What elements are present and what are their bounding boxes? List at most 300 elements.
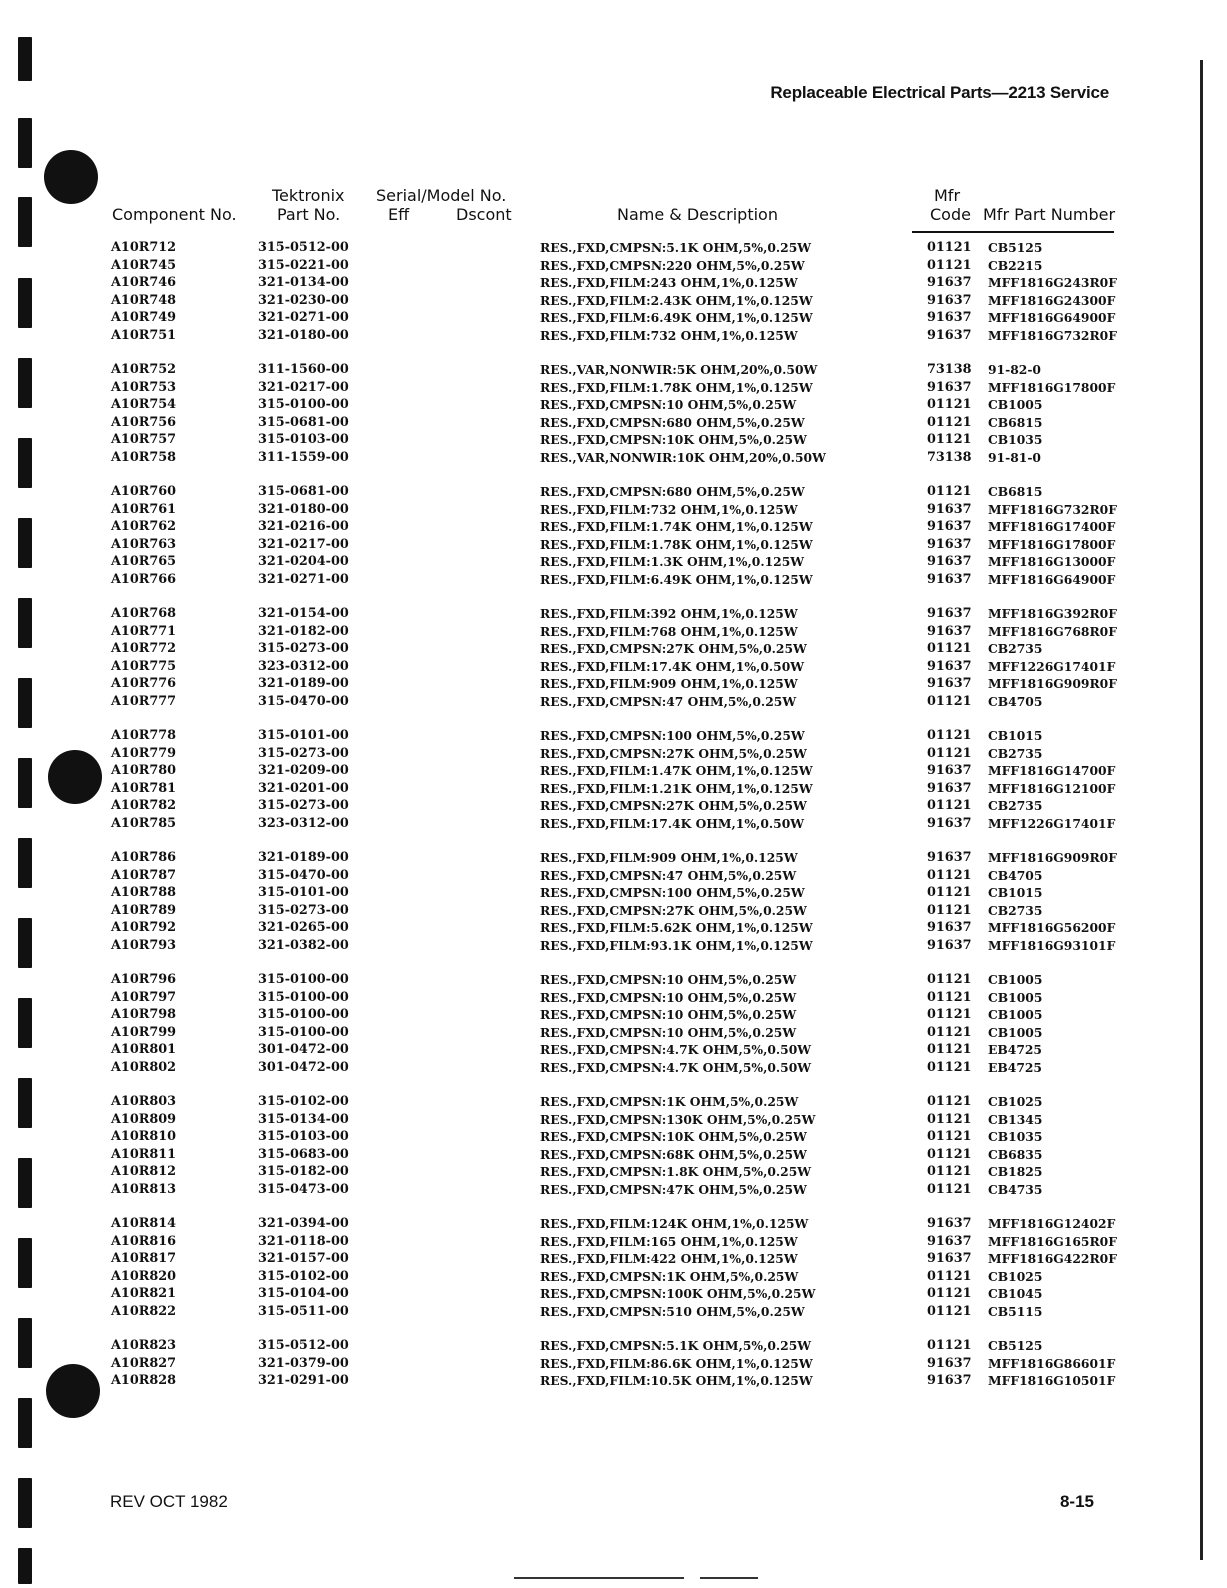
name-description: RES.,FXD,CMPSN:10 OHM,5%,0.25W — [540, 1024, 797, 1040]
mfr-part-number: MFF1816G17800F — [988, 536, 1116, 552]
table-row — [0, 868, 1227, 886]
component-no: A10R762 — [111, 519, 177, 534]
name-description: RES.,FXD,CMPSN:27K OHM,5%,0.25W — [540, 641, 807, 656]
table-row — [0, 484, 1227, 502]
mfr-code: 01121 — [927, 1286, 972, 1301]
mfr-part-number: CB1005 — [988, 1007, 1043, 1022]
component-no: A10R785 — [111, 815, 177, 831]
component-no: A10R752 — [111, 362, 177, 377]
mfr-part-number: CB1025 — [988, 1094, 1043, 1109]
mfr-part-number: CB1825 — [988, 1164, 1043, 1179]
header-component-no: Component No. — [112, 205, 237, 224]
mfr-part-number: MFF1816G768R0F — [988, 623, 1117, 639]
table-row — [0, 885, 1227, 903]
mfr-code: 91637 — [927, 676, 972, 691]
tektronix-part-no: 321-0217-00 — [258, 536, 349, 552]
tektronix-part-no: 321-0180-00 — [258, 501, 349, 517]
table-row — [0, 1304, 1227, 1322]
component-no: A10R798 — [111, 1007, 177, 1022]
name-description: RES.,VAR,NONWIR:10K OHM,20%,0.50W — [540, 449, 826, 465]
tektronix-part-no: 321-0382-00 — [258, 937, 349, 953]
name-description: RES.,FXD,CMPSN:100 OHM,5%,0.25W — [540, 885, 805, 900]
mfr-code: 01121 — [927, 1181, 972, 1197]
mfr-code: 91637 — [927, 658, 972, 674]
tektronix-part-no: 321-0118-00 — [258, 1233, 349, 1249]
part-group — [0, 484, 1227, 589]
header-dscont: Dscont — [456, 205, 512, 224]
mfr-part-number: EB4725 — [988, 1042, 1042, 1057]
table-row — [0, 502, 1227, 520]
mfr-part-number: CB2215 — [988, 257, 1043, 273]
component-no: A10R786 — [111, 850, 177, 865]
mfr-code: 01121 — [927, 693, 972, 709]
tektronix-part-no: 321-0154-00 — [258, 606, 349, 621]
part-group — [0, 362, 1227, 467]
component-no: A10R821 — [111, 1286, 177, 1301]
mfr-code: 01121 — [927, 484, 972, 499]
component-no: A10R803 — [111, 1094, 177, 1109]
mfr-code: 91637 — [927, 310, 972, 325]
name-description: RES.,FXD,FILM:1.47K OHM,1%,0.125W — [540, 763, 813, 778]
name-description: RES.,FXD,CMPSN:220 OHM,5%,0.25W — [540, 257, 805, 273]
component-no: A10R712 — [111, 240, 177, 255]
table-row — [0, 781, 1227, 799]
mfr-part-number: CB1005 — [988, 1024, 1043, 1040]
tektronix-part-no: 321-0209-00 — [258, 763, 349, 778]
tektronix-part-no: 301-0472-00 — [258, 1042, 349, 1057]
name-description: RES.,FXD,FILM:17.4K OHM,1%,0.50W — [540, 815, 805, 831]
tektronix-part-no: 321-0394-00 — [258, 1216, 349, 1231]
binder-mark — [18, 1548, 32, 1584]
mfr-part-number: MFF1816G64900F — [988, 310, 1116, 325]
binder-mark — [18, 118, 32, 168]
table-row — [0, 659, 1227, 677]
mfr-part-number: MFF1816G243R0F — [988, 275, 1117, 290]
mfr-code: 01121 — [927, 1007, 972, 1022]
component-no: A10R779 — [111, 745, 177, 761]
header-tektronix: Tektronix — [272, 186, 345, 205]
name-description: RES.,FXD,CMPSN:4.7K OHM,5%,0.50W — [540, 1059, 812, 1075]
table-row — [0, 310, 1227, 328]
name-description: RES.,FXD,CMPSN:680 OHM,5%,0.25W — [540, 414, 805, 430]
mfr-code: 01121 — [927, 1024, 972, 1040]
table-row — [0, 519, 1227, 537]
name-description: RES.,FXD,CMPSN:47 OHM,5%,0.25W — [540, 867, 797, 883]
mfr-part-number: CB1035 — [988, 432, 1043, 447]
scan-bottom-line — [514, 1577, 684, 1579]
table-row — [0, 1338, 1227, 1356]
name-description: RES.,FXD,FILM:1.3K OHM,1%,0.125W — [540, 554, 805, 569]
mfr-part-number: MFF1816G86601F — [988, 1355, 1116, 1371]
table-row — [0, 1251, 1227, 1269]
name-description: RES.,FXD,FILM:2.43K OHM,1%,0.125W — [540, 292, 813, 308]
tektronix-part-no: 315-0100-00 — [258, 972, 349, 987]
mfr-code: 01121 — [927, 798, 972, 813]
tektronix-part-no: 311-1559-00 — [258, 449, 349, 465]
running-title: Replaceable Electrical Parts—2213 Service — [770, 83, 1109, 102]
mfr-code: 01121 — [927, 1111, 972, 1127]
name-description: RES.,FXD,CMPSN:1K OHM,5%,0.25W — [540, 1094, 799, 1109]
name-description: RES.,FXD,FILM:5.62K OHM,1%,0.125W — [540, 920, 813, 935]
mfr-code: 01121 — [927, 1268, 972, 1284]
tektronix-part-no: 315-0100-00 — [258, 1024, 349, 1040]
tektronix-part-no: 321-0379-00 — [258, 1355, 349, 1371]
tektronix-part-no: 315-0221-00 — [258, 257, 349, 273]
mfr-code: 91637 — [927, 327, 972, 343]
component-no: A10R781 — [111, 780, 177, 796]
mfr-code: 01121 — [927, 432, 972, 447]
component-no: A10R792 — [111, 920, 177, 935]
mfr-code: 01121 — [927, 641, 972, 656]
name-description: RES.,FXD,CMPSN:27K OHM,5%,0.25W — [540, 798, 807, 813]
mfr-part-number: MFF1816G17800F — [988, 379, 1116, 395]
table-row — [0, 258, 1227, 276]
binder-mark — [18, 1478, 32, 1528]
tektronix-part-no: 321-0265-00 — [258, 920, 349, 935]
mfr-part-number: MFF1816G13000F — [988, 554, 1116, 569]
tektronix-part-no: 315-0470-00 — [258, 693, 349, 709]
table-row — [0, 763, 1227, 781]
tektronix-part-no: 321-0201-00 — [258, 780, 349, 796]
mfr-code: 91637 — [927, 1355, 972, 1371]
component-no: A10R793 — [111, 937, 177, 953]
mfr-code: 91637 — [927, 1373, 972, 1388]
mfr-part-number: MFF1816G732R0F — [988, 327, 1117, 343]
mfr-part-number: CB2735 — [988, 745, 1043, 761]
mfr-code: 01121 — [927, 1164, 972, 1179]
mfr-code: 01121 — [927, 885, 972, 900]
mfr-part-number: CB1005 — [988, 972, 1043, 987]
tektronix-part-no: 321-0204-00 — [258, 554, 349, 569]
name-description: RES.,FXD,CMPSN:68K OHM,5%,0.25W — [540, 1146, 807, 1162]
mfr-code: 01121 — [927, 902, 972, 918]
mfr-code: 91637 — [927, 275, 972, 290]
part-group — [0, 606, 1227, 711]
mfr-code: 01121 — [927, 745, 972, 761]
name-description: RES.,FXD,FILM:392 OHM,1%,0.125W — [540, 606, 798, 621]
tektronix-part-no: 321-0217-00 — [258, 379, 349, 395]
name-description: RES.,FXD,FILM:243 OHM,1%,0.125W — [540, 275, 798, 290]
table-row — [0, 816, 1227, 834]
name-description: RES.,FXD,CMPSN:10 OHM,5%,0.25W — [540, 397, 797, 412]
mfr-part-number: MFF1816G56200F — [988, 920, 1116, 935]
name-description: RES.,FXD,CMPSN:1K OHM,5%,0.25W — [540, 1268, 799, 1284]
mfr-code: 91637 — [927, 554, 972, 569]
table-row — [0, 606, 1227, 624]
name-description: RES.,FXD,CMPSN:510 OHM,5%,0.25W — [540, 1303, 805, 1319]
table-row — [0, 1042, 1227, 1060]
tektronix-part-no: 315-0101-00 — [258, 728, 349, 743]
component-no: A10R765 — [111, 554, 177, 569]
mfr-part-number: CB1345 — [988, 1111, 1043, 1127]
tektronix-part-no: 321-0134-00 — [258, 275, 349, 290]
component-no: A10R745 — [111, 257, 177, 273]
name-description: RES.,FXD,FILM:909 OHM,1%,0.125W — [540, 676, 798, 691]
mfr-part-number: CB1035 — [988, 1129, 1043, 1144]
part-group — [0, 728, 1227, 833]
header-serial-model-no: Serial/Model No. — [376, 186, 507, 205]
mfr-code: 01121 — [927, 414, 972, 430]
tektronix-part-no: 315-0511-00 — [258, 1303, 349, 1319]
table-row — [0, 972, 1227, 990]
mfr-part-number: MFF1816G17400F — [988, 519, 1116, 534]
mfr-part-number: CB2735 — [988, 641, 1043, 656]
table-row — [0, 1007, 1227, 1025]
name-description: RES.,FXD,FILM:732 OHM,1%,0.125W — [540, 327, 798, 343]
header-mfr: Mfr — [934, 186, 961, 205]
tektronix-part-no: 315-0512-00 — [258, 1338, 349, 1353]
mfr-part-number: CB1015 — [988, 728, 1043, 743]
mfr-part-number: CB6815 — [988, 484, 1043, 499]
table-row — [0, 572, 1227, 590]
mfr-code: 91637 — [927, 1216, 972, 1231]
name-description: RES.,FXD,CMPSN:10 OHM,5%,0.25W — [540, 1007, 797, 1022]
name-description: RES.,FXD,CMPSN:27K OHM,5%,0.25W — [540, 745, 807, 761]
part-group — [0, 1216, 1227, 1321]
part-group — [0, 1338, 1227, 1391]
component-no: A10R789 — [111, 902, 177, 918]
mfr-code: 01121 — [927, 1338, 972, 1353]
tektronix-part-no: 321-0271-00 — [258, 310, 349, 325]
name-description: RES.,FXD,FILM:732 OHM,1%,0.125W — [540, 501, 798, 517]
tektronix-part-no: 315-0473-00 — [258, 1181, 349, 1197]
table-row — [0, 1025, 1227, 1043]
table-row — [0, 676, 1227, 694]
name-description: RES.,FXD,FILM:124K OHM,1%,0.125W — [540, 1216, 809, 1231]
table-row — [0, 275, 1227, 293]
mfr-part-number: MFF1816G12402F — [988, 1216, 1116, 1231]
table-row — [0, 1164, 1227, 1182]
component-no: A10R761 — [111, 501, 177, 517]
mfr-part-number: 91-81-0 — [988, 449, 1041, 465]
mfr-code: 01121 — [927, 257, 972, 273]
mfr-part-number: MFF1226G17401F — [988, 815, 1116, 831]
name-description: RES.,FXD,FILM:909 OHM,1%,0.125W — [540, 850, 798, 865]
component-no: A10R756 — [111, 414, 177, 430]
table-row — [0, 415, 1227, 433]
part-group — [0, 972, 1227, 1077]
component-no: A10R827 — [111, 1355, 177, 1371]
table-row — [0, 641, 1227, 659]
component-no: A10R772 — [111, 641, 177, 656]
tektronix-part-no: 315-0273-00 — [258, 745, 349, 761]
mfr-part-number: MFF1816G10501F — [988, 1373, 1116, 1388]
name-description: RES.,FXD,CMPSN:10K OHM,5%,0.25W — [540, 432, 807, 447]
name-description: RES.,FXD,CMPSN:1.8K OHM,5%,0.25W — [540, 1164, 812, 1179]
name-description: RES.,FXD,CMPSN:10 OHM,5%,0.25W — [540, 972, 797, 987]
name-description: RES.,FXD,CMPSN:27K OHM,5%,0.25W — [540, 902, 807, 918]
component-no: A10R760 — [111, 484, 177, 499]
mfr-code: 01121 — [927, 1146, 972, 1162]
header-part-no: Part No. — [277, 205, 341, 224]
mfr-code: 91637 — [927, 1233, 972, 1249]
mfr-part-number: EB4725 — [988, 1059, 1042, 1075]
mfr-code: 91637 — [927, 519, 972, 534]
name-description: RES.,FXD,CMPSN:100K OHM,5%,0.25W — [540, 1286, 816, 1301]
table-row — [0, 1060, 1227, 1078]
header-mfr-part-number: Mfr Part Number — [983, 205, 1116, 224]
tektronix-part-no: 315-0273-00 — [258, 641, 349, 656]
component-no: A10R766 — [111, 571, 177, 587]
component-no: A10R814 — [111, 1216, 177, 1231]
name-description: RES.,FXD,CMPSN:47K OHM,5%,0.25W — [540, 1181, 807, 1197]
table-row — [0, 1373, 1227, 1391]
mfr-code: 73138 — [927, 362, 972, 377]
tektronix-part-no: 321-0216-00 — [258, 519, 349, 534]
mfr-part-number: CB4705 — [988, 867, 1043, 883]
table-row — [0, 293, 1227, 311]
mfr-code: 01121 — [927, 397, 972, 412]
component-no: A10R811 — [111, 1146, 177, 1162]
tektronix-part-no: 323-0312-00 — [258, 815, 349, 831]
mfr-part-number: MFF1816G24300F — [988, 292, 1116, 308]
mfr-part-number: CB4735 — [988, 1181, 1043, 1197]
table-row — [0, 1269, 1227, 1287]
tektronix-part-no: 315-0681-00 — [258, 484, 349, 499]
tektronix-part-no: 315-0273-00 — [258, 902, 349, 918]
table-row — [0, 432, 1227, 450]
mfr-code: 01121 — [927, 867, 972, 883]
table-row — [0, 746, 1227, 764]
component-no: A10R768 — [111, 606, 177, 621]
mfr-code: 91637 — [927, 1251, 972, 1266]
component-no: A10R812 — [111, 1164, 177, 1179]
mfr-part-number: MFF1816G14700F — [988, 763, 1116, 778]
name-description: RES.,FXD,CMPSN:4.7K OHM,5%,0.50W — [540, 1042, 812, 1057]
tektronix-part-no: 315-0134-00 — [258, 1111, 349, 1127]
tektronix-part-no: 315-0104-00 — [258, 1286, 349, 1301]
tektronix-part-no: 315-0103-00 — [258, 1129, 349, 1144]
tektronix-part-no: 301-0472-00 — [258, 1059, 349, 1075]
mfr-code: 91637 — [927, 920, 972, 935]
revision-date: REV OCT 1982 — [110, 1492, 228, 1511]
table-row — [0, 624, 1227, 642]
component-no: A10R754 — [111, 397, 177, 412]
mfr-part-number: MFF1226G17401F — [988, 658, 1116, 674]
tektronix-part-no: 315-0100-00 — [258, 989, 349, 1005]
mfr-code: 01121 — [927, 728, 972, 743]
mfr-part-number: MFF1816G165R0F — [988, 1233, 1117, 1249]
tektronix-part-no: 315-0103-00 — [258, 432, 349, 447]
tektronix-part-no: 315-0681-00 — [258, 414, 349, 430]
table-row — [0, 798, 1227, 816]
mfr-part-number: CB1025 — [988, 1268, 1043, 1284]
mfr-code: 01121 — [927, 1129, 972, 1144]
component-no: A10R813 — [111, 1181, 177, 1197]
table-row — [0, 728, 1227, 746]
tektronix-part-no: 315-0273-00 — [258, 798, 349, 813]
tektronix-part-no: 315-0100-00 — [258, 1007, 349, 1022]
table-row — [0, 450, 1227, 468]
scan-bottom-line — [700, 1577, 758, 1579]
mfr-part-number: CB4705 — [988, 693, 1043, 709]
table-row — [0, 362, 1227, 380]
mfr-part-number: CB6815 — [988, 414, 1043, 430]
name-description: RES.,FXD,FILM:1.78K OHM,1%,0.125W — [540, 536, 813, 552]
component-no: A10R780 — [111, 763, 177, 778]
name-description: RES.,FXD,FILM:86.6K OHM,1%,0.125W — [540, 1355, 813, 1371]
mfr-part-number: MFF1816G12100F — [988, 780, 1116, 796]
name-description: RES.,FXD,CMPSN:100 OHM,5%,0.25W — [540, 728, 805, 743]
component-no: A10R748 — [111, 292, 177, 308]
component-no: A10R817 — [111, 1251, 177, 1266]
name-description: RES.,FXD,CMPSN:5.1K OHM,5%,0.25W — [540, 240, 812, 255]
component-no: A10R799 — [111, 1024, 177, 1040]
component-no: A10R820 — [111, 1268, 177, 1284]
name-description: RES.,FXD,CMPSN:10 OHM,5%,0.25W — [540, 989, 797, 1005]
table-row — [0, 240, 1227, 258]
component-no: A10R823 — [111, 1338, 177, 1353]
tektronix-part-no: 315-0683-00 — [258, 1146, 349, 1162]
table-row — [0, 990, 1227, 1008]
table-row — [0, 920, 1227, 938]
binder-mark — [18, 37, 32, 81]
mfr-code: 01121 — [927, 1094, 972, 1109]
name-description: RES.,FXD,FILM:422 OHM,1%,0.125W — [540, 1251, 798, 1266]
mfr-code: 01121 — [927, 989, 972, 1005]
component-no: A10R801 — [111, 1042, 177, 1057]
component-no: A10R749 — [111, 310, 177, 325]
mfr-part-number: MFF1816G732R0F — [988, 501, 1117, 517]
mfr-part-number: CB2735 — [988, 902, 1043, 918]
component-no: A10R763 — [111, 536, 177, 552]
table-row — [0, 554, 1227, 572]
mfr-part-number: CB6835 — [988, 1146, 1043, 1162]
component-no: A10R797 — [111, 989, 177, 1005]
component-no: A10R809 — [111, 1111, 177, 1127]
mfr-code: 73138 — [927, 449, 972, 465]
tektronix-part-no: 323-0312-00 — [258, 658, 349, 674]
component-no: A10R746 — [111, 275, 177, 290]
tektronix-part-no: 315-0512-00 — [258, 240, 349, 255]
part-group — [0, 240, 1227, 345]
mfr-part-number: CB5125 — [988, 240, 1043, 255]
mfr-code: 01121 — [927, 1042, 972, 1057]
table-row — [0, 1112, 1227, 1130]
name-description: RES.,FXD,CMPSN:47 OHM,5%,0.25W — [540, 693, 797, 709]
table-row — [0, 1356, 1227, 1374]
mfr-part-number: CB2735 — [988, 798, 1043, 813]
mfr-code: 91637 — [927, 815, 972, 831]
mfr-part-number: CB1005 — [988, 989, 1043, 1005]
component-no: A10R777 — [111, 693, 177, 709]
punch-hole — [44, 150, 98, 204]
mfr-code: 91637 — [927, 850, 972, 865]
tektronix-part-no: 315-0101-00 — [258, 885, 349, 900]
part-group — [0, 1094, 1227, 1199]
header-eff: Eff — [388, 205, 410, 224]
name-description: RES.,FXD,FILM:1.21K OHM,1%,0.125W — [540, 780, 813, 796]
table-row — [0, 1094, 1227, 1112]
tektronix-part-no: 321-0157-00 — [258, 1251, 349, 1266]
table-row — [0, 1129, 1227, 1147]
mfr-code: 91637 — [927, 292, 972, 308]
component-no: A10R778 — [111, 728, 177, 743]
table-row — [0, 537, 1227, 555]
tektronix-part-no: 321-0189-00 — [258, 676, 349, 691]
tektronix-part-no: 315-0182-00 — [258, 1164, 349, 1179]
mfr-code: 91637 — [927, 623, 972, 639]
parts-table — [0, 240, 1227, 1408]
name-description: RES.,FXD,FILM:93.1K OHM,1%,0.125W — [540, 937, 813, 953]
mfr-part-number: MFF1816G93101F — [988, 937, 1116, 953]
mfr-code: 01121 — [927, 1059, 972, 1075]
name-description: RES.,FXD,FILM:768 OHM,1%,0.125W — [540, 623, 798, 639]
table-row — [0, 1147, 1227, 1165]
name-description: RES.,FXD,CMPSN:680 OHM,5%,0.25W — [540, 484, 805, 499]
mfr-code: 01121 — [927, 972, 972, 987]
component-no: A10R810 — [111, 1129, 177, 1144]
